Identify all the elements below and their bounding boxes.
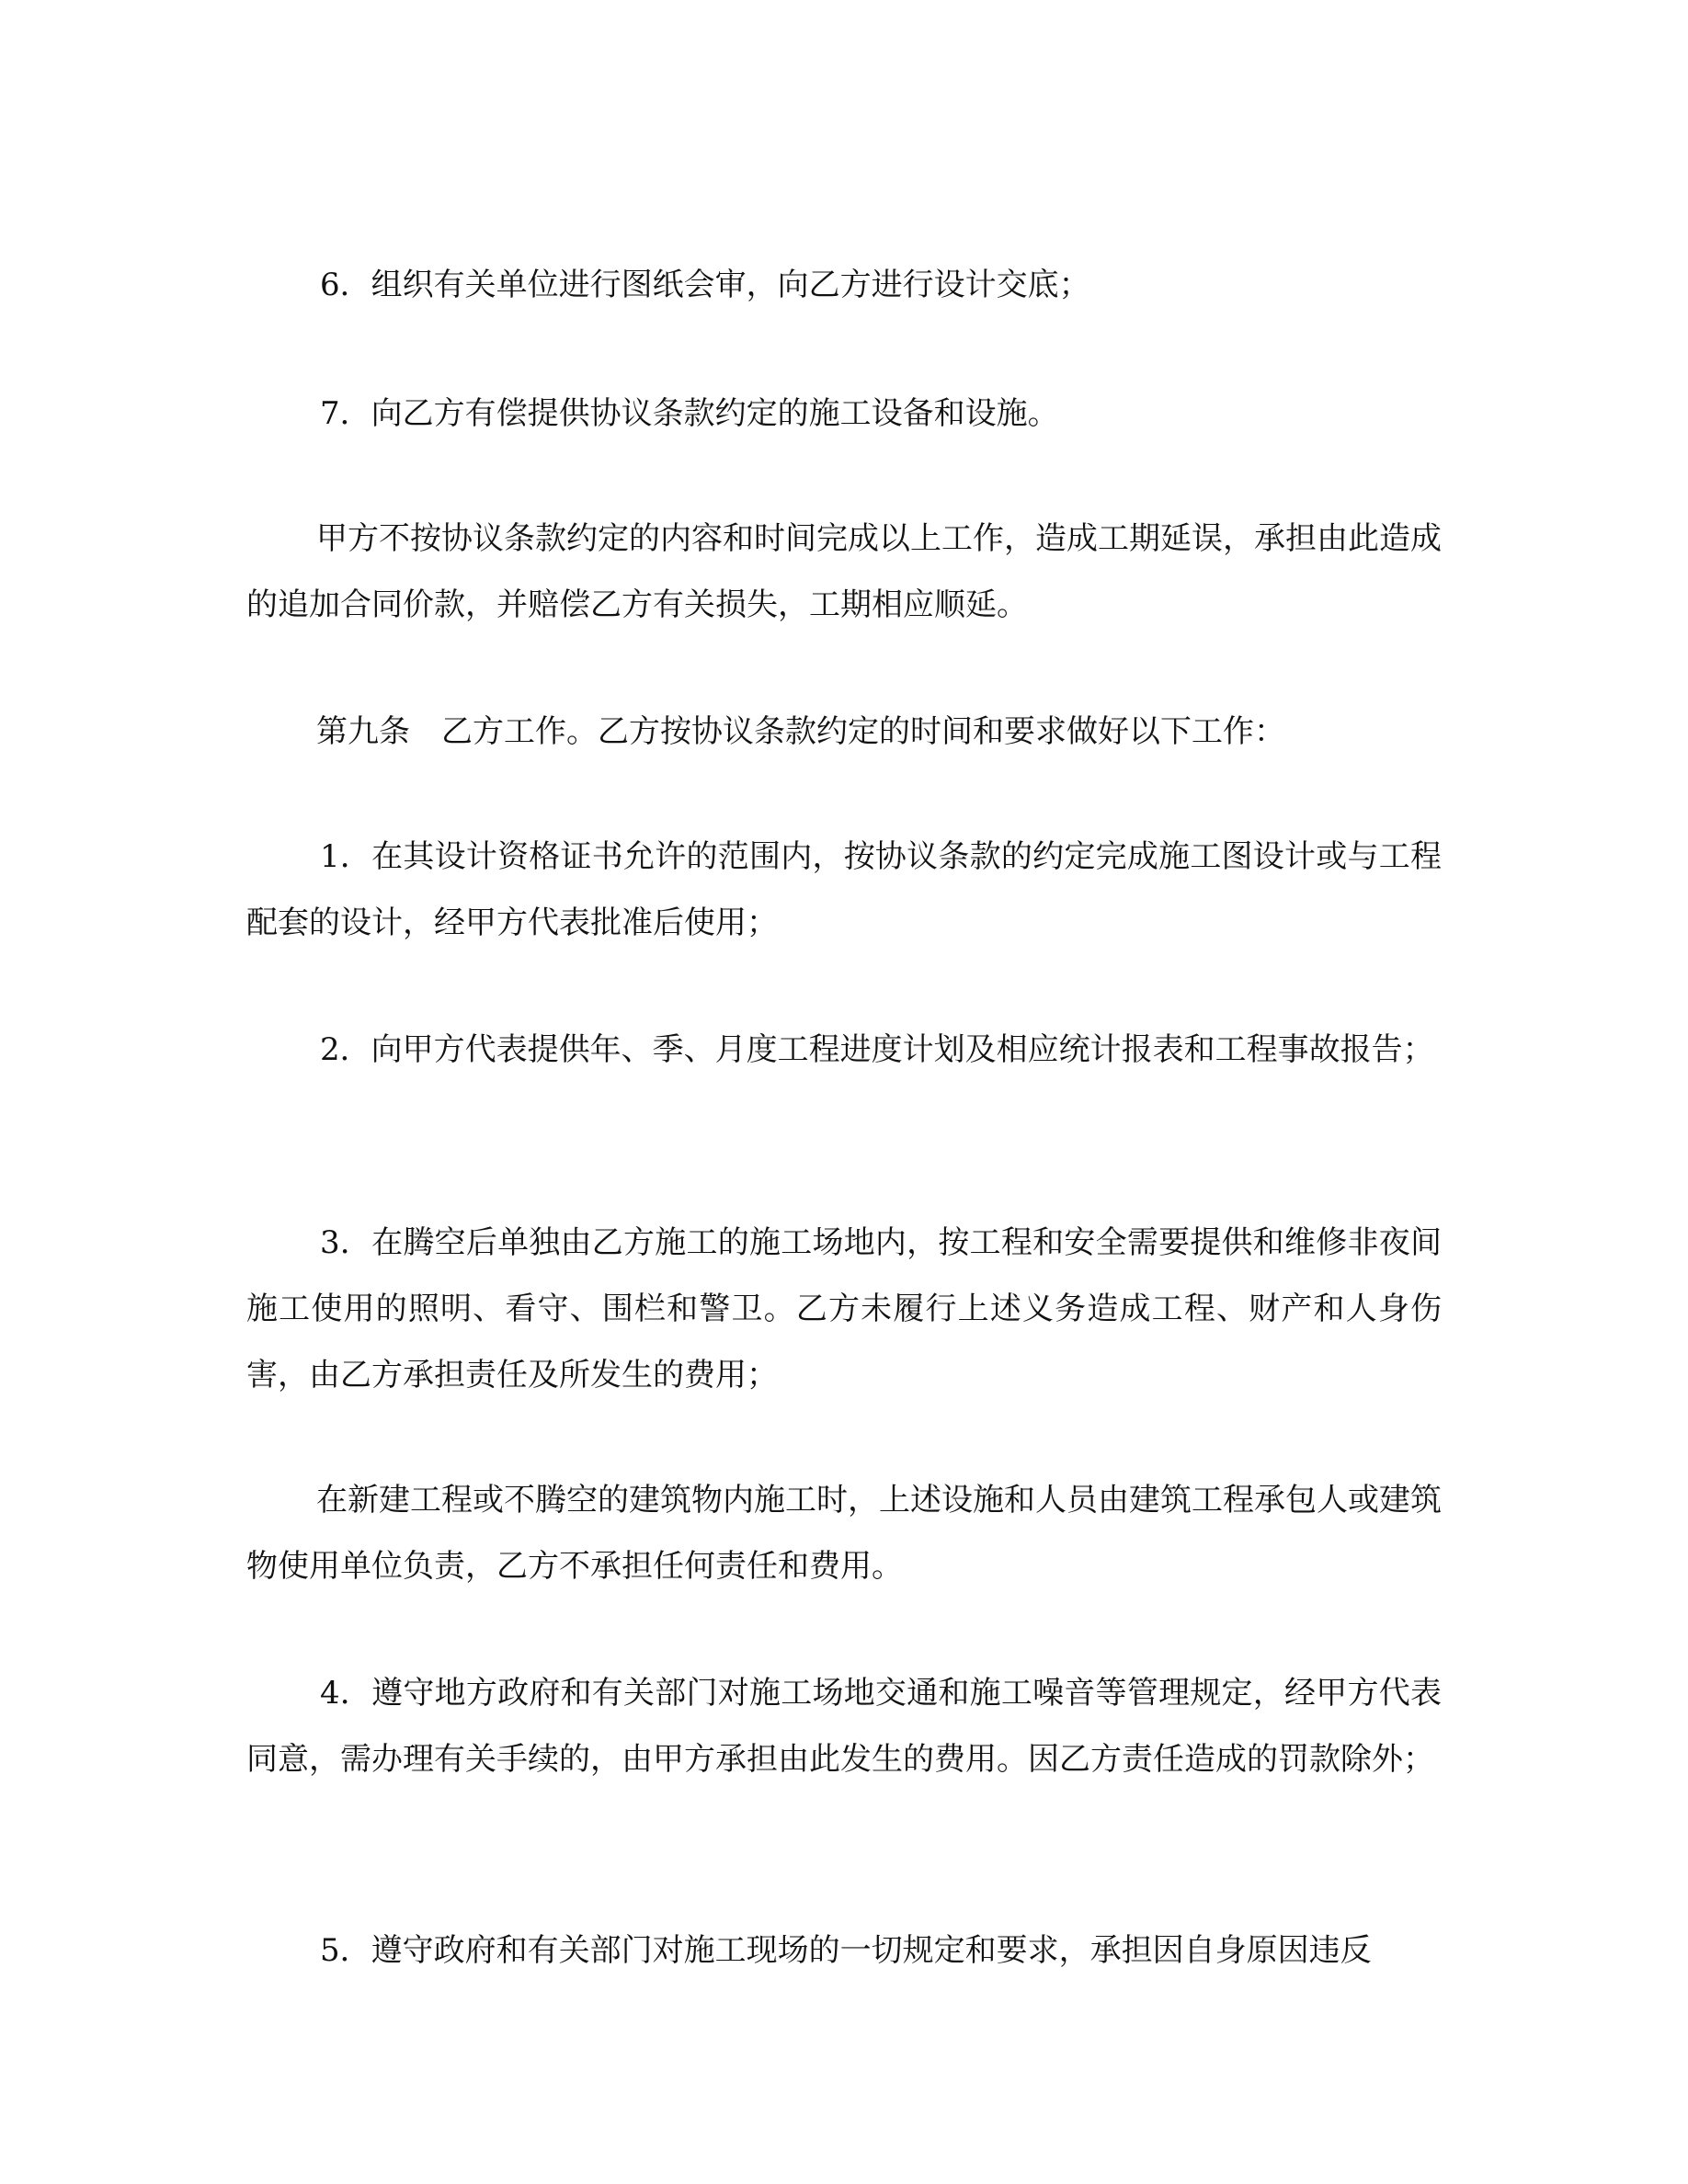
- paragraph-item-7: 7．向乙方有偿提供协议条款约定的施工设备和设施。: [320, 395, 1059, 432]
- paragraph-new-construction: 在新建工程或不腾空的建筑物内施工时，上述设施和人员由建筑工程承包人或建筑物使用单位负责，乙方不承担任何责任和费用。: [246, 1482, 1442, 1585]
- paragraph-item-4: 4．遵守地方政府和有关部门对施工场地交通和施工噪音等管理规定，经甲方代表同意，需办理有关手续的，由甲方承担由此发生的费用。因乙方责任造成的罚款除外；: [246, 1675, 1442, 1778]
- paragraph-item-6: 6．组织有关单位进行图纸会审，向乙方进行设计交底；: [320, 267, 1090, 303]
- paragraph-party-a-default: 甲方不按协议条款约定的内容和时间完成以上工作，造成工期延误，承担由此造成的追加合同价款，并赔偿乙方有关损失，工期相应顺延。: [246, 520, 1442, 623]
- paragraph-item-2: 2．向甲方代表提供年、季、月度工程进度计划及相应统计报表和工程事故报告；: [320, 1031, 1434, 1068]
- paragraph-item-5: 5．遵守政府和有关部门对施工现场的一切规定和要求，承担因自身原因违反: [320, 1932, 1372, 1969]
- paragraph-item-3: 3．在腾空后单独由乙方施工的施工场地内，按工程和安全需要提供和维修非夜间施工使用的照明、看守、围栏和警卫。乙方未履行上述义务造成工程、财产和人身伤害，由乙方承担责任及所发生的费用；: [246, 1224, 1442, 1393]
- paragraph-item-1: 1．在其设计资格证书允许的范围内，按协议条款的约定完成施工图设计或与工程配套的设计，经甲方代表批准后使用；: [246, 838, 1442, 941]
- paragraph-article-9-heading: 第九条 乙方工作。乙方按协议条款约定的时间和要求做好以下工作：: [316, 713, 1285, 750]
